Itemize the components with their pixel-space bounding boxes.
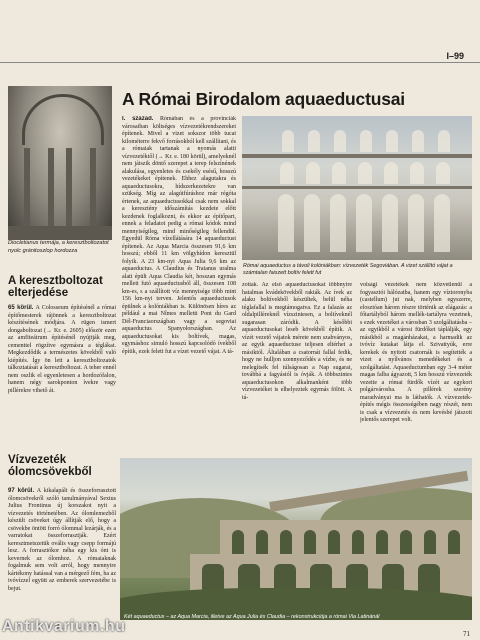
article-title: A Római Birodalom aquaeductusai — [122, 89, 405, 109]
arch-shape — [282, 130, 294, 152]
arch-shape — [256, 530, 268, 554]
arch-shape — [424, 530, 436, 554]
vault-heading-line2: elterjedése — [8, 287, 69, 299]
pipes-heading-line1: Vízvezeték — [8, 454, 67, 466]
arch-shape — [232, 530, 244, 554]
article-column-1 — [122, 116, 236, 412]
vault-shape — [22, 94, 104, 145]
arch-shape — [436, 162, 450, 184]
arch-shape — [438, 130, 450, 152]
arcade-band — [242, 154, 472, 158]
arch-shape — [330, 194, 346, 252]
vault-text: A Colosseum építésénél a római építőmesterek rájönnek a keresztboltozat készítésének módjára. A rügen ismert dongaboltozat (→ Kr. e. 2605) először ezen az amfiteátrum építésénél nyújtják meg, cementtel rögzítve egymásra a téglákat. Megkezdődik a természetes kövekből való kiépítés. Így ön lett a keresztboltozatok tálkoztatását a keresztboltozat. A teher ennél nem oszlik el egyenletesen a hordozófalon, hanem négy sarokponton ívekre vagy pillérekre vihető át. — [8, 305, 116, 394]
arch-shape — [382, 194, 398, 252]
article-column-2: zottak. Az első aquaeductusokat többnyire hatalmas kvádekövekből rakták. Az ívek az alaku boltívekből készültek, belül néha téglafallal is megtámogatva. Ez a falazás az oldalpilléreknél vízszintesen, a boltíveknél sugarasan záródik. A későbbi aquaeductusokat leseb kövekből építik. A vízét vezető vájatok mérete nem szabványos, az egyik aquaeductuse teljesen eltérhet a másiktól. Általában a csatornát fallal fedik, hogy ne hulljon szennyeződés a vízbe, és ne melegítsék fel túlságosan a Nap sugarai, továbbá a fagyástól is óvják. A többszintes aquaeductusokon alkalmanként több vízvezetéket is elhelyeztek egymás fölött. A tá- — [242, 282, 352, 401]
article-year: I. század. — [122, 116, 154, 122]
column-shape — [66, 148, 72, 228]
arch-shape — [280, 530, 292, 554]
pipes-heading — [8, 454, 92, 478]
arch-shape — [278, 194, 294, 252]
aqueduct-reconstruction-painting — [120, 458, 472, 620]
arch-shape — [376, 530, 388, 554]
painting-caption: Két aquaeductus – az Aqua Marcia, illetve az Aqua Julia és Claudia – rekonstrukciója a római Via Latinánál — [124, 614, 380, 620]
article-column-3: volsági vezetékek nem közvetlenül a fogyasztói hálózatba, hanem egy víztoronyba (castellum) jut nak, melyben egyszerre, elosztóan három részre történik az elágazás: a főtartályból három mellék-tartályra vezetnek, s ezek vezetékei a városban 3 szolgáltatásba – az egyikből a városi fürdőket táplálják, egy másikból a magánházakat, a harmadik az ivóvíz kutakat látja el. Szivattyúk, erre kerekek és nyitott csatornák is segítették a vizet a nyílvános menedékeket és a szolgáltatást. Aquaeductumban egy 3-4 méter magas falba ágyazott, 5 km hosszú vízvezeték vezette a római fürdők vízét az egykori polgárvárosba. A pillérek szerény maradványai ma is láthatók. A vízvezeték-építés mégis összességében nagy részét, nem is csak a vízvezetés és nem kevésbé játszott jelentős szerepet volt. — [360, 282, 472, 423]
arcade-band — [242, 186, 472, 189]
segovia-aqueduct-photo — [242, 116, 472, 260]
watermark: Antikvarium.hu — [2, 618, 126, 635]
arch-shape — [386, 130, 398, 152]
arch-shape — [358, 162, 372, 184]
arch-shape — [280, 162, 294, 184]
arch-shape — [356, 194, 372, 252]
pipes-text-block — [8, 488, 116, 618]
vault-heading-line1: A keresztboltozat — [8, 275, 103, 287]
header-rule — [0, 62, 480, 63]
arch-shape — [308, 130, 320, 152]
arch-shape — [434, 194, 450, 252]
arch-shape — [334, 130, 346, 152]
vault-heading — [8, 275, 103, 299]
floor-shape — [8, 226, 112, 240]
arch-shape — [384, 162, 398, 184]
thermae-photo — [8, 86, 112, 240]
arch-shape — [412, 130, 424, 152]
arch-shape — [352, 530, 364, 554]
page-number: 71 — [463, 630, 470, 638]
arch-shape — [360, 130, 372, 152]
pipes-heading-line2: ólomcsövekből — [8, 466, 92, 478]
arch-shape — [304, 530, 316, 554]
thermae-caption: Diocletianus termája, a keresztboltozatot nyolc gránitoszlop hordozza — [8, 240, 109, 254]
segovia-caption: Római aquaeductus a távoli kolóniákban: vízvezeték Segoviában. A vizet szállító vájat a számtalan faiszett boltív felett fut — [243, 263, 453, 276]
arch-shape — [410, 162, 424, 184]
page-tag: I–99 — [446, 51, 464, 61]
arch-shape — [332, 162, 346, 184]
vault-year: 65 körül. — [8, 305, 34, 311]
arch-shape — [306, 162, 320, 184]
column-shape — [24, 148, 30, 228]
pipes-year: 97 körül. — [8, 488, 35, 494]
column-shape — [90, 148, 96, 228]
vault-text-block — [8, 305, 116, 440]
arch-shape — [400, 530, 412, 554]
arch-shape — [328, 530, 340, 554]
column-shape — [48, 148, 54, 228]
pipes-text: A kikalapált és összeforrasztott ólomcsövekről szóló tanulmányával Sextus Julius Frontinus új korszakot nyit a vízvezetés történetében. Az ólomlemezből készült csöveket úgy állítják elő, hogy a csövekbe öntött forró ólommal lezárják, és a varratokat összeforrasztják. Ezért keresztmetszetük ovális vagy csepp formájú lesz. A forrasztókor néha egy kis ónt is kevernek az ólomhoz. A rómaiaknak fogalmuk sem volt arról, hogy mennyire kártékony hatással van a mérgező fém, ha az ivóvízzel együtt az emberek szervezetébe is bejut. — [8, 488, 116, 592]
arch-shape — [304, 194, 320, 252]
arch-shape — [408, 194, 424, 252]
article-column-1-text: Rómában és a provinciák városaiban költséges vízvezetékrendszereket építenek. Mivel a vizet sokszor több tucat kilométerre fekvő forrásokból kell szállítani, és a rómaiak tartanak a nyomás alatti vízvezetéktől (→ Kr. e. 180 körül), amelyeknél nem játszik döntő szerepet a terep felszínének alakulása, egyenletes és csekély esésű, hosszú vezetékeket építenek. Ehhez alagutakra és aquaeductusokra, hídszerkezetekre van szükség. Míg az alagútfúráshoz már régóta értenek, az aquaeductusokkal csak nem sokkal a keresztény időszámítás kezdete előtt kezdenek foglalkozni, és ekkor az építőpart, ennek a feladatot pedig a római kódok mind mennyiségileg, mind minőségileg fellendül. Egyedül Róma vízellátására 14 aquaeductust építenek. Az Aqua Marcia összesen 91,6 km hosszú; ebből 11 km völgyhídon keresztül folyik. A 23 km-nyi Aqua Julia 9,6 km az aquaeductus. A Claudius és Traianus uralma alatt épült Aqua Claudia két, hosszan egymás mellett futó aquaeductusból áll, összesen 108 km-es, s a szállított víz mennyisége több mint 156 km-nyi terven. Jelentős aquaeductusok épülnek a kolóniákban is. Különösen híres az például a mai Nîmes melletti Pont du Gard Dél-Franciaországban vagy a segoviai aquaeductus Spanyolországban. Az aquaeductusokat kis boltívek, magas, egymáshoz simuló hosszú kapcsolódó ívekből építik, ezek felett fut a vízet vezető vájat. A tá- — [122, 116, 236, 355]
arch-shape — [448, 530, 460, 554]
